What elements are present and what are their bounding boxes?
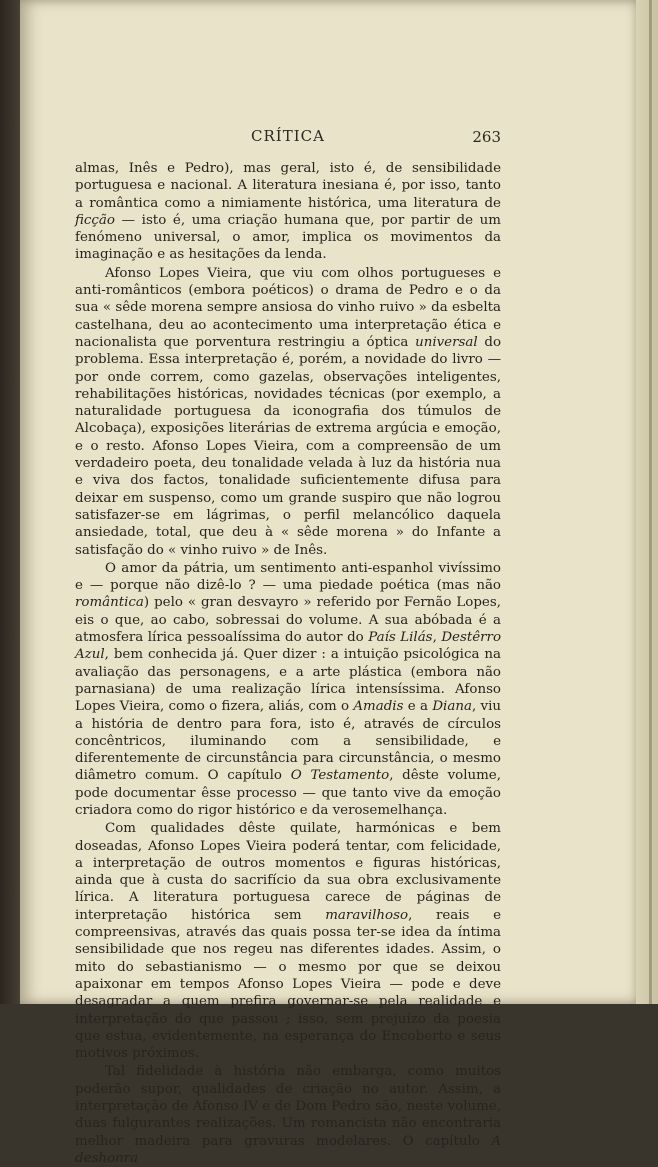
running-title: CRÍTICA (251, 127, 325, 145)
paragraph-5 (75, 1063, 501, 1167)
text-segment: , dêste volume, pode documentar êsse processo — que tanto vive da emoção criadora como do rigor histórico e da verosemelhança. (75, 768, 501, 818)
italic-segment: País Lilás (368, 630, 433, 646)
text-segment: almas, Inês e Pedro), mas geral, isto é, de sensibilidade portuguesa e nacional. A literatura inesiana é, por isso, tanto a romântica como a nimiamente histórica, uma literatura de (75, 161, 501, 211)
italic-segment: romântica (75, 595, 144, 611)
text-segment: Tal fidelidade à história não embarga, como muitos poderão supor, qualidades de criação no autor. Assim, a interpretação de Afonso IV e de Dom Pedro são, neste volume, duas fulgurantes realizações. Um romancista não encontraria melhor madeira para gravuras modelares. O capítulo (75, 1064, 501, 1149)
text-segment: , reais e compreensivas, através das quais possa ter-se idea da íntima sensibilidade que nos regeu nas diferentes idades. Assim, o mito do sebastianismo — o mesmo por que se deixou apaixonar em tempos Afonso Lopes Vieira — pode e deve desagradar a quem prefira governar-se pela realidade e interpretação do que passou ; isso, sem prejuízo da poesia que estua, evidentemente, na esperança do Encoberto e seus motivos próximos. (75, 907, 501, 1062)
paragraph-4 (75, 820, 501, 1062)
text-segment: , viu a história de dentro para fora, isto é, através de círculos concêntricos, iluminando com a sensibilidade, e diferentemente de circunstância para circunstância, o mesmo diâmetro comum. O capítulo (75, 699, 501, 784)
text-segment: e a (403, 699, 433, 715)
italic-segment: A deshonra (75, 1133, 501, 1166)
page-edge-right (636, 0, 658, 1004)
text-segment: do problema. Essa interpretação é, porém, a novidade do livro — por onde correm, como gazelas, observações inteligentes, rehabilitações históricas, novidades técnicas (por exemplo, a naturalidade portuguesa da iconografia dos túmulos de Alcobaça), exposições literárias de extrema argúcia e emoção, e o resto. Afonso Lopes Vieira, com a compreensão de um verdadeiro poeta, deu tonalidade velada à luz da história nua e viva dos factos, tonalidade suficientemente difusa para deixar em suspenso, como um grande suspiro que não logrou satisfazer-se em lágrimas, o perfil melancólico daquela ansiedade, total, que deu à « sêde morena » do Infante a satisfação do « vinho ruivo » de Inês. (75, 334, 502, 558)
text-segment: , bem conhecida já. Quer dizer : a intuição psicológica na avaliação das personagens, e a arte plástica (embora não parnasiana) de uma realização lírica intensíssima. Afonso Lopes Vieira, como o fizera, aliás, com o (75, 647, 501, 715)
paragraph-2 (75, 265, 501, 559)
text-segment: Com qualidades dêste quilate, harmónicas e bem doseadas, Afonso Lopes Vieira poderá tentar, com felicidade, a interpretação de outros momentos e figuras históricas, ainda que à custa do sacrifício da sua obra exclusivamente lírica. A literatura portuguesa carece de páginas de interpretação histórica sem (75, 821, 501, 923)
italic-segment: ficção (75, 212, 115, 228)
page-number: 263 (472, 128, 501, 146)
body-text (75, 160, 501, 1167)
text-segment: Afonso Lopes Vieira, que viu com olhos portugueses e anti-românticos (embora poéticos) o drama de Pedro e o da sua « sêde morena sempre ansiosa do vinho ruivo » da esbelta castelhana, deu ao acontecimento uma interpretação ética e nacionalista que porventura restringiu a óptica (75, 265, 501, 350)
italic-segment: universal (415, 334, 478, 350)
page-header (75, 127, 501, 149)
text-segment: — isto é, uma criação humana que, por partir de um fenómeno universal, o amor, implica os movimentos da imaginação e as hesitações da lenda. (75, 212, 501, 263)
italic-segment: Destêrro Azul (75, 630, 502, 663)
italic-segment: O Testamento (290, 768, 390, 784)
previous-page-edge (0, 0, 22, 1004)
italic-segment: maravilhoso (325, 907, 409, 923)
italic-segment: Diana (432, 699, 472, 715)
paragraph-3 (75, 560, 501, 819)
text-segment: O amor da pátria, um sentimento anti-espanhol vivíssimo e — porque não dizê-lo ? — uma piedade poética (mas não (75, 560, 501, 594)
paragraph-1 (75, 160, 501, 264)
text-segment: ) pelo « gran desvayro » referido por Fernão Lopes, eis o que, ao cabo, sobressai do volume. A sua abóbada é a atmosfera lírica pessoalíssima do autor do (75, 595, 501, 646)
italic-segment: Amadis (353, 699, 404, 715)
text-segment: , (432, 630, 442, 646)
